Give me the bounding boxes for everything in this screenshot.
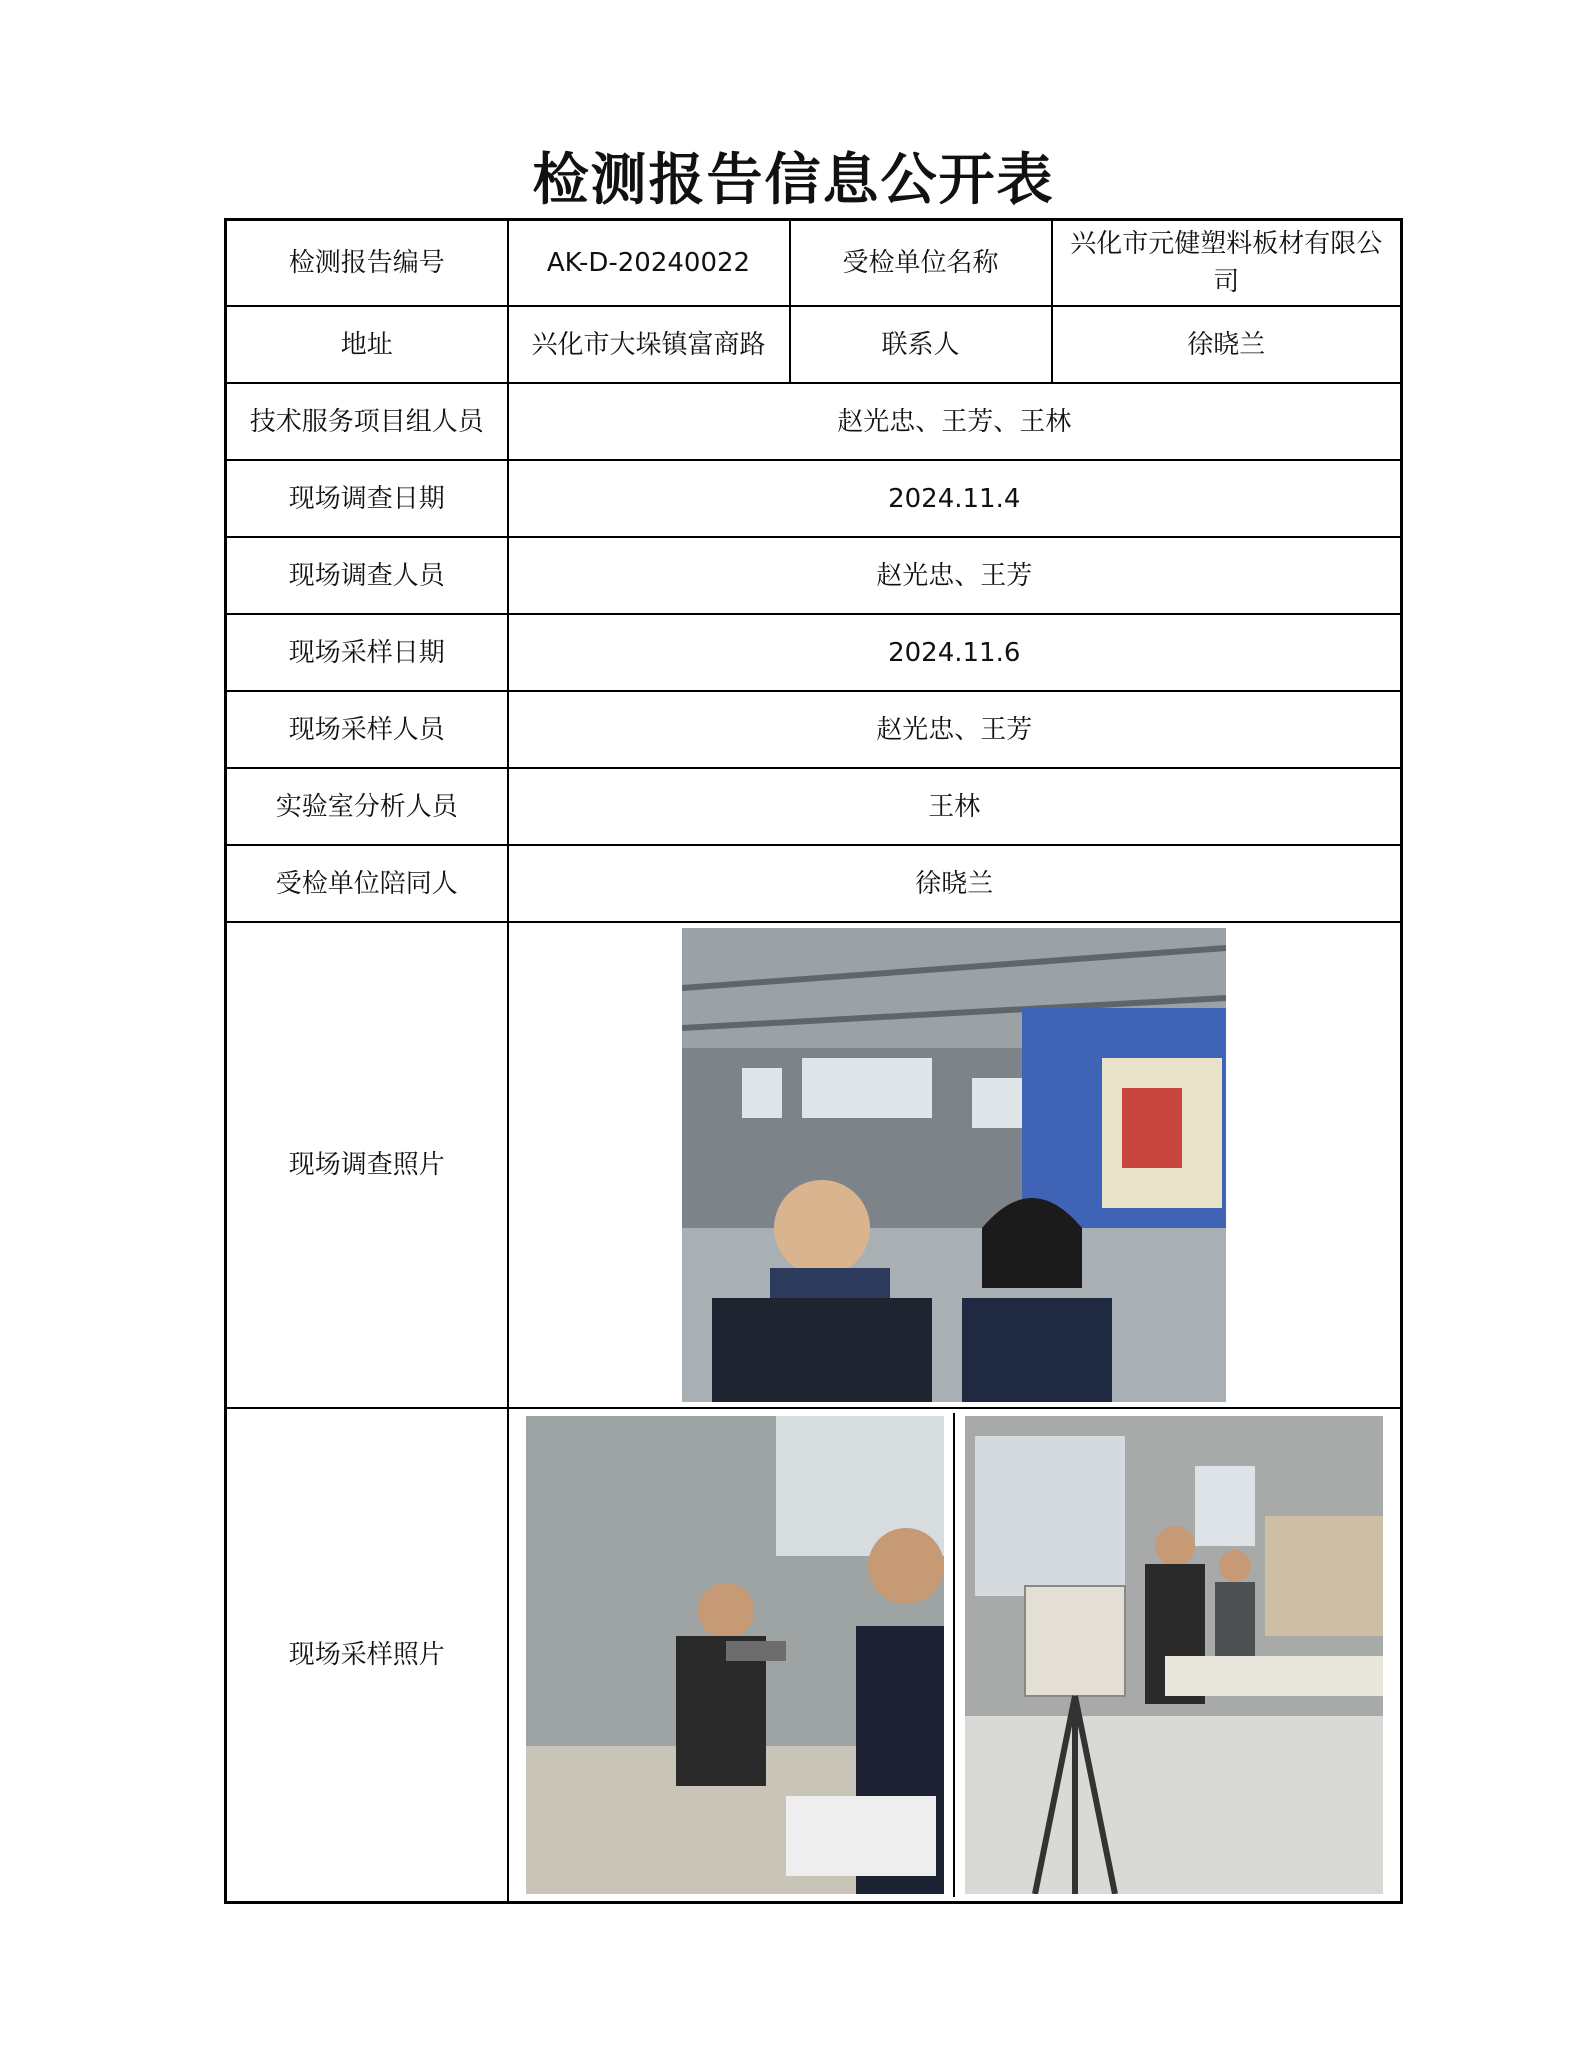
- table-row: [226, 922, 1402, 1408]
- address-value: 兴化市大垛镇富商路: [508, 306, 790, 383]
- table-row: [226, 306, 1402, 383]
- survey-photo-cell: [508, 922, 1402, 1408]
- table-row: [226, 845, 1402, 922]
- sampling-photo-group: [517, 1413, 1393, 1897]
- sampling-photo-left-cell: [517, 1413, 956, 1897]
- table-row: [226, 220, 1402, 307]
- unit-name-label: 受检单位名称: [790, 220, 1052, 307]
- unit-name-value: 兴化市元健塑料板材有限公司: [1052, 220, 1402, 307]
- row-value: 赵光忠、王芳、王林: [508, 383, 1402, 460]
- row-label: 技术服务项目组人员: [226, 383, 508, 460]
- survey-photo: [682, 928, 1226, 1402]
- report-no-value: AK-D-20240022: [508, 220, 790, 307]
- address-label: 地址: [226, 306, 508, 383]
- row-value: 2024.11.6: [508, 614, 1402, 691]
- row-label: 现场调查人员: [226, 537, 508, 614]
- contact-label: 联系人: [790, 306, 1052, 383]
- sampling-photo-2: [965, 1416, 1383, 1894]
- row-label: 现场采样人员: [226, 691, 508, 768]
- survey-photo-label: 现场调查照片: [226, 922, 508, 1408]
- row-label: 现场采样日期: [226, 614, 508, 691]
- sampling-photo-2-image: [965, 1416, 1383, 1894]
- sampling-photo-1-image: [526, 1416, 944, 1894]
- report-no-label: 检测报告编号: [226, 220, 508, 307]
- table-row: [226, 768, 1402, 845]
- row-value: 赵光忠、王芳: [508, 691, 1402, 768]
- report-table: [224, 218, 1403, 1904]
- sampling-photo-label: 现场采样照片: [226, 1408, 508, 1903]
- page-title: 检测报告信息公开表: [532, 147, 1055, 213]
- row-value: 徐晓兰: [508, 845, 1402, 922]
- table-row: [226, 383, 1402, 460]
- row-value: 王林: [508, 768, 1402, 845]
- row-value: 2024.11.4: [508, 460, 1402, 537]
- contact-value: 徐晓兰: [1052, 306, 1402, 383]
- sampling-photo-cell: [508, 1408, 1402, 1903]
- factory-photo-image: [682, 928, 1226, 1402]
- table-row: [226, 1408, 1402, 1903]
- sampling-photo-1: [526, 1416, 944, 1894]
- table-row: [226, 691, 1402, 768]
- table-row: [226, 537, 1402, 614]
- sampling-photo-right-cell: [955, 1413, 1392, 1897]
- row-label: 实验室分析人员: [226, 768, 508, 845]
- row-label: 受检单位陪同人: [226, 845, 508, 922]
- table-row: [226, 460, 1402, 537]
- row-label: 现场调查日期: [226, 460, 508, 537]
- table-row: [226, 614, 1402, 691]
- row-value: 赵光忠、王芳: [508, 537, 1402, 614]
